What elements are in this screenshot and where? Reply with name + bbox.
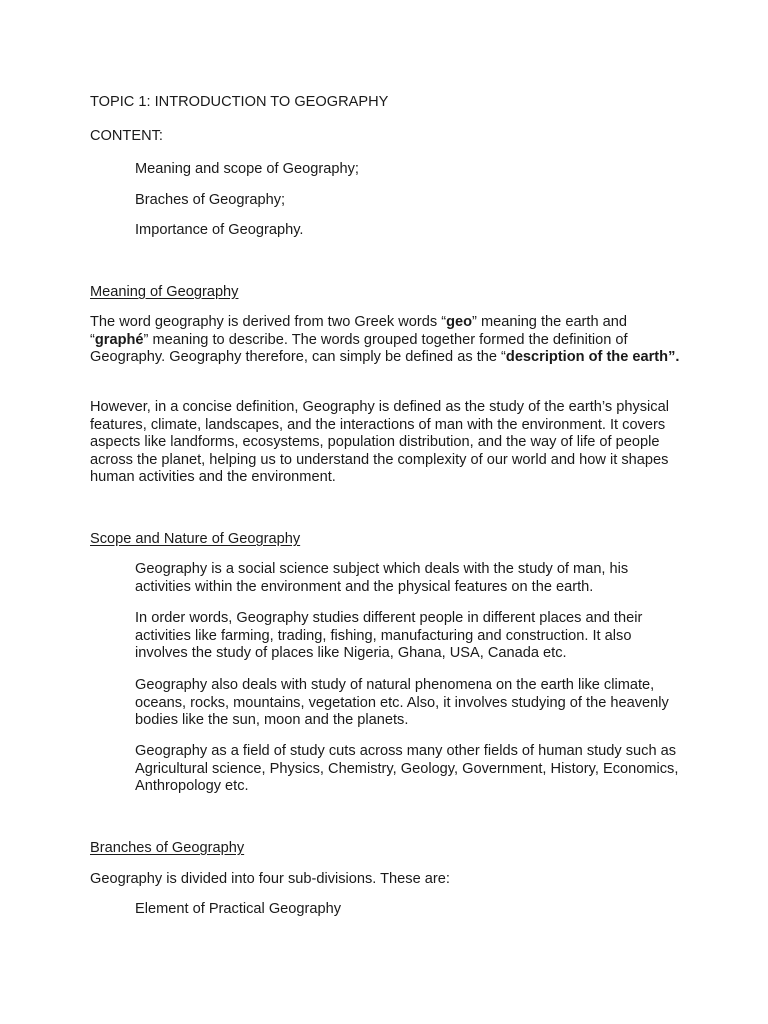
meaning-text: ” meaning the earth and “ xyxy=(90,314,627,348)
scope-paragraph: Geography as a field of study cuts across many other fields of human study such as Agricultural science, Physics, Chemistry, Geology, Government, History, Economics, Anthropology etc. xyxy=(135,743,679,795)
branch-item: Element of Practical Geography xyxy=(135,901,342,917)
topic-title: TOPIC 1: INTRODUCTION TO GEOGRAPHY xyxy=(90,94,389,110)
greek-word-geo: geo xyxy=(446,314,473,330)
greek-word-graphe: graphé xyxy=(94,331,144,348)
content-item: Meaning and scope of Geography; xyxy=(135,161,359,177)
scope-paragraph: Geography is a social science subject which deals with the study of man, his activities within the environment and the physical features on the earth. xyxy=(135,561,629,595)
meaning-text: ” meaning to describe. The words grouped together formed the definition of Geography. Geography therefore, can simply be defined as the “ xyxy=(90,331,628,366)
section-heading-scope: Scope and Nature of Geography xyxy=(90,531,301,547)
section-heading-branches: Branches of Geography xyxy=(90,840,245,856)
definition-phrase: description of the earth”. xyxy=(505,349,680,366)
section-heading-meaning: Meaning of Geography xyxy=(90,284,239,300)
scope-paragraph: Geography also deals with study of natural phenomena on the earth like climate, oceans, rocks, mountains, vegetation etc. Also, it involves studying of the heavenly bodies like the sun, moon and the planets. xyxy=(135,677,669,729)
meaning-paragraph-1 xyxy=(90,314,680,367)
meaning-text: The word geography is derived from two Greek words “ xyxy=(90,314,447,330)
content-item: Importance of Geography. xyxy=(135,222,304,238)
meaning-paragraph-2: However, in a concise definition, Geography is defined as the study of the earth’s physical features, climate, landscapes, and the interactions of man with the environment. It covers aspects like landforms, ecosystems, population distribution, and the way of life of people across the planet, helping us to understand the complexity of our world and how it shapes human activities and the environment. xyxy=(90,399,669,486)
branches-intro: Geography is divided into four sub-divisions. These are: xyxy=(90,871,450,887)
scope-paragraph: In order words, Geography studies different people in different places and their activities like farming, trading, fishing, manufacturing and construction. It also involves the study of places like Nigeria, Ghana, USA, Canada etc. xyxy=(135,610,643,662)
content-item: Braches of Geography; xyxy=(135,192,286,208)
content-label: CONTENT: xyxy=(90,128,163,144)
